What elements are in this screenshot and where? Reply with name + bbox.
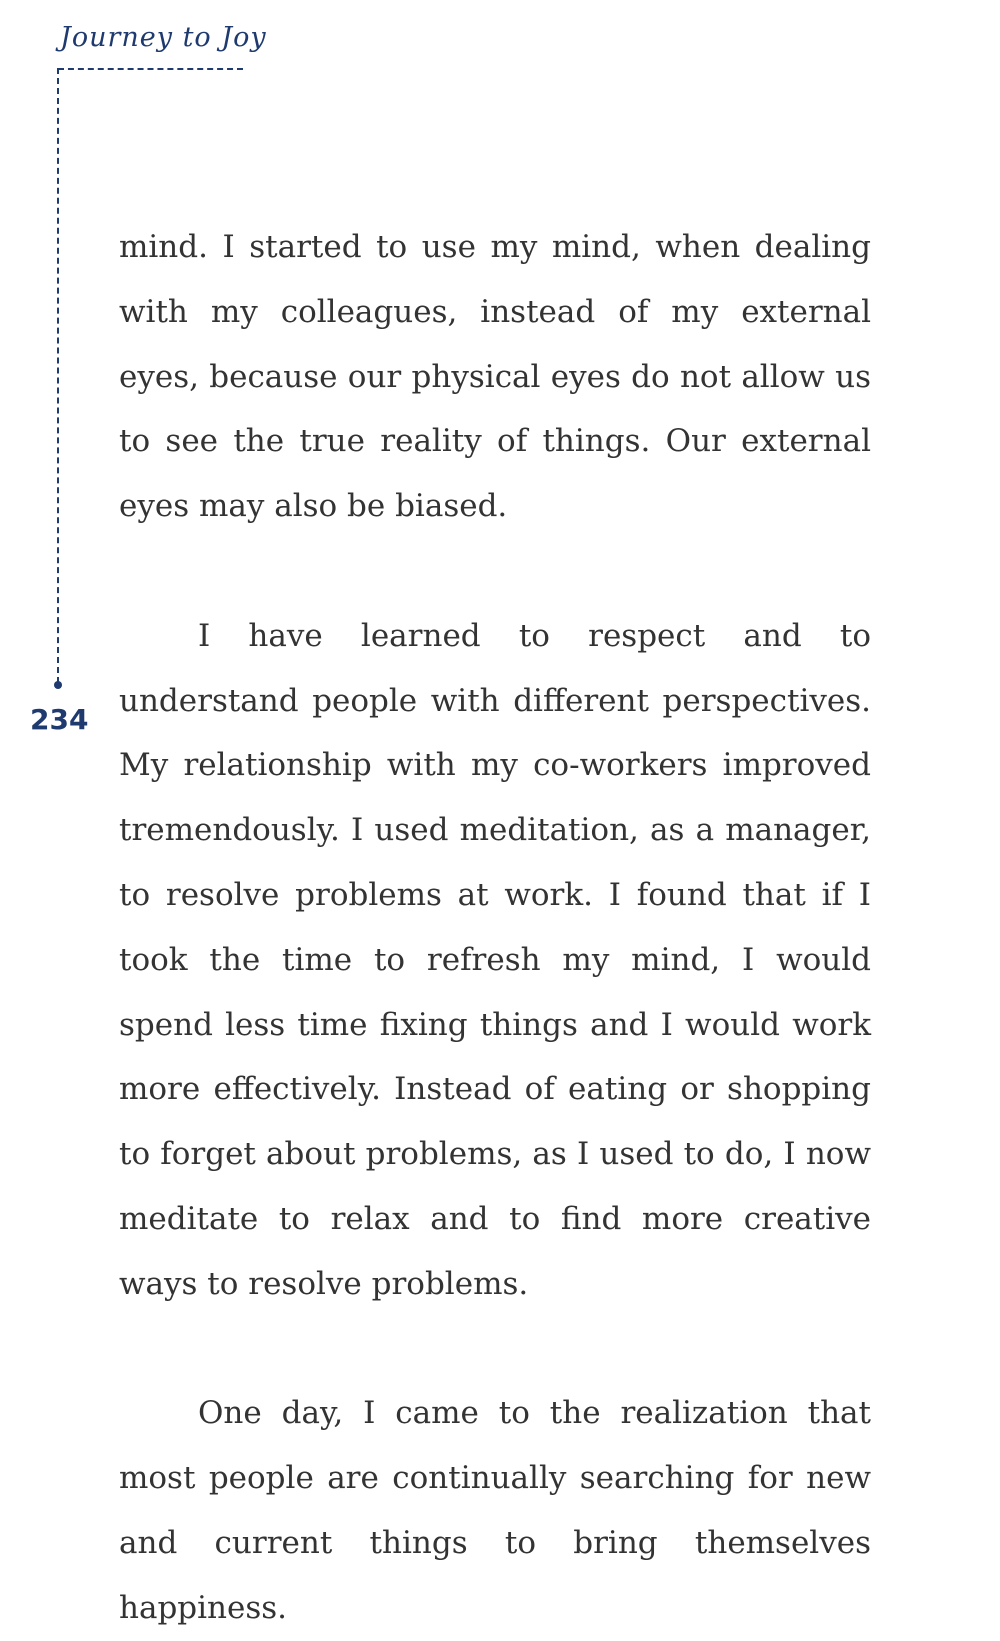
paragraph-2: I have learned to respect and to understand people with different perspectives. My relationship with my co-workers improved tremendously. I used meditation, as a manager, to resolve problems at work. I found that if I took the time to refresh my mind, I would spend less time fixing things and I would work more effectively. Instead of eating or shopping to forget about problems, as I used to do, I now meditate to relax and to find more creative ways to resolve problems. (119, 617, 871, 1302)
page-number: 234 (30, 703, 89, 736)
paragraph-3: One day, I came to the realization that most people are continually searching for new and current things to bring themselves happiness. (119, 1395, 871, 1626)
paragraph-1: mind. I started to use my mind, when dealing with my colleagues, instead of my external eyes, because our physical eyes do not allow us to see the true reality of things. Our external eyes may also be biased. (119, 229, 871, 525)
running-head-title: Journey to Joy (60, 22, 267, 53)
margin-rule-dot (54, 681, 62, 689)
header-dashed-rule (58, 68, 243, 70)
body-text (119, 215, 871, 1641)
margin-dashed-rule (57, 68, 59, 683)
